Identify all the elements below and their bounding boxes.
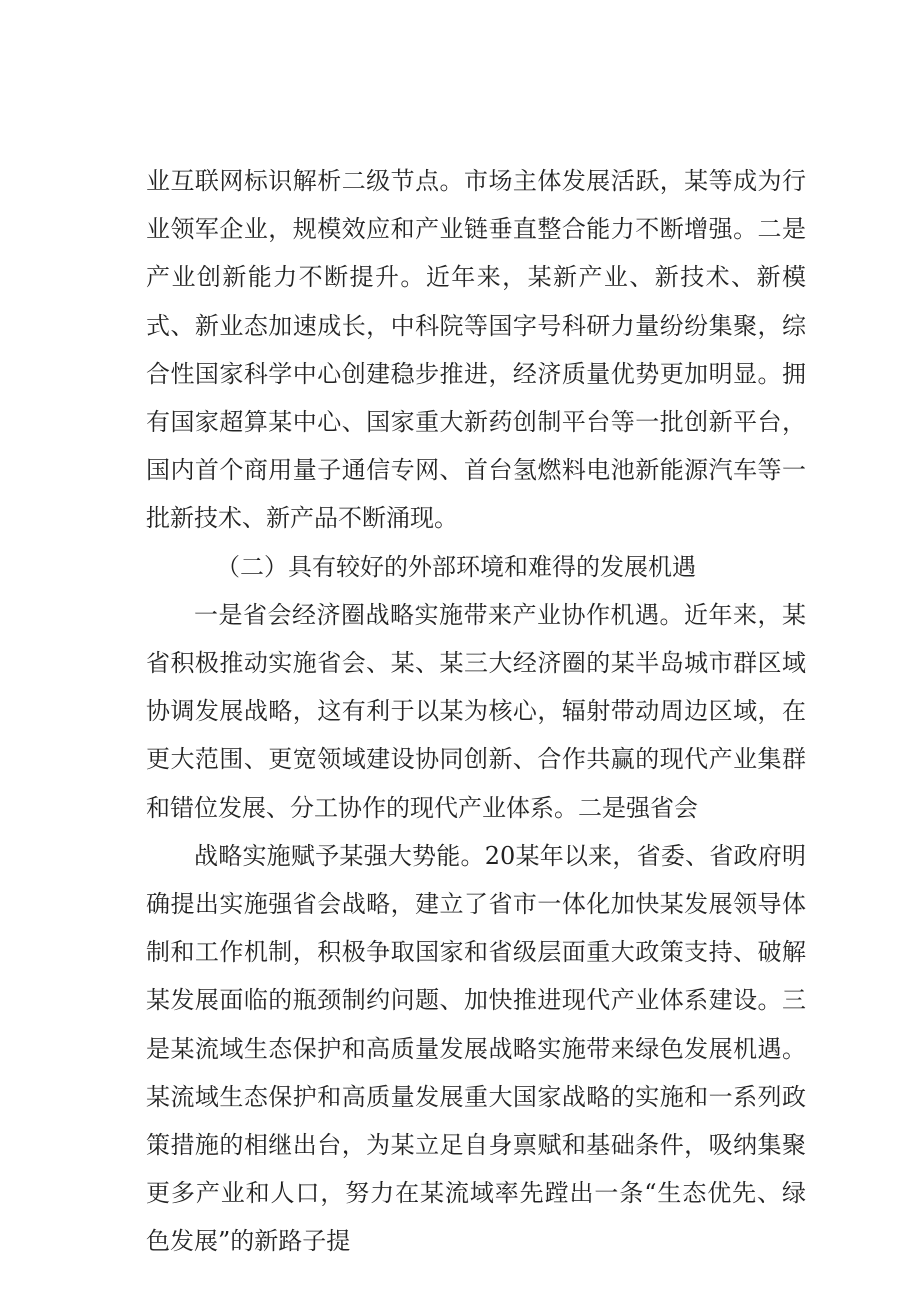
paragraph-continuation: 业互联网标识解析二级节点。市场主体发展活跃，某等成为行业领军企业，规模效应和产业链垂直整合能力不断增强。二是产业创新能力不断提升。近年来，某新产业、新技术、新模式、新业态加速成长，中科院等国字号科研力量纷纷集聚，综合性国家科学中心创建稳步推进，经济质量优势更加明显。拥有国家超算某中心、国家重大新药创制平台等一批创新平台，国内首个商用量子通信专网、首台氢燃料电池新能源汽车等一批新技术、新产品不断涌现。 xyxy=(146,167,806,533)
section-heading: （二）具有较好的外部环境和难得的发展机遇 xyxy=(216,552,696,581)
document-body xyxy=(146,157,806,1266)
paragraph-opportunities: 一是省会经济圈战略实施带来产业协作机遇。近年来，某省积极推动实施省会、某、某三大经济圈的某半岛城市群区域协调发展战略，这有利于以某为核心，辐射带动周边区域，在更大范围、更宽领域建设协同创新、合作共赢的现代产业集群和错位发展、分工协作的现代产业体系。二是强省会 xyxy=(146,600,806,822)
paragraph-strategy: 战略实施赋予某强大势能。20某年以来，省委、省政府明确提出实施强省会战略，建立了省市一体化加快某发展领导体制和工作机制，积极争取国家和省级层面重大政策支持、破解某发展面临的瓶颈制约问题、加快推进现代产业体系建设。三是某流域生态保护和高质量发展战略实施带来绿色发展机遇。某流域生态保护和高质量发展重大国家战略的实施和一系列政策措施的相继出台，为某立足自身禀赋和基础条件，吸纳集聚更多产业和人口，努力在某流域率先蹚出一条“生态优先、绿色发展”的新路子提 xyxy=(146,841,806,1256)
